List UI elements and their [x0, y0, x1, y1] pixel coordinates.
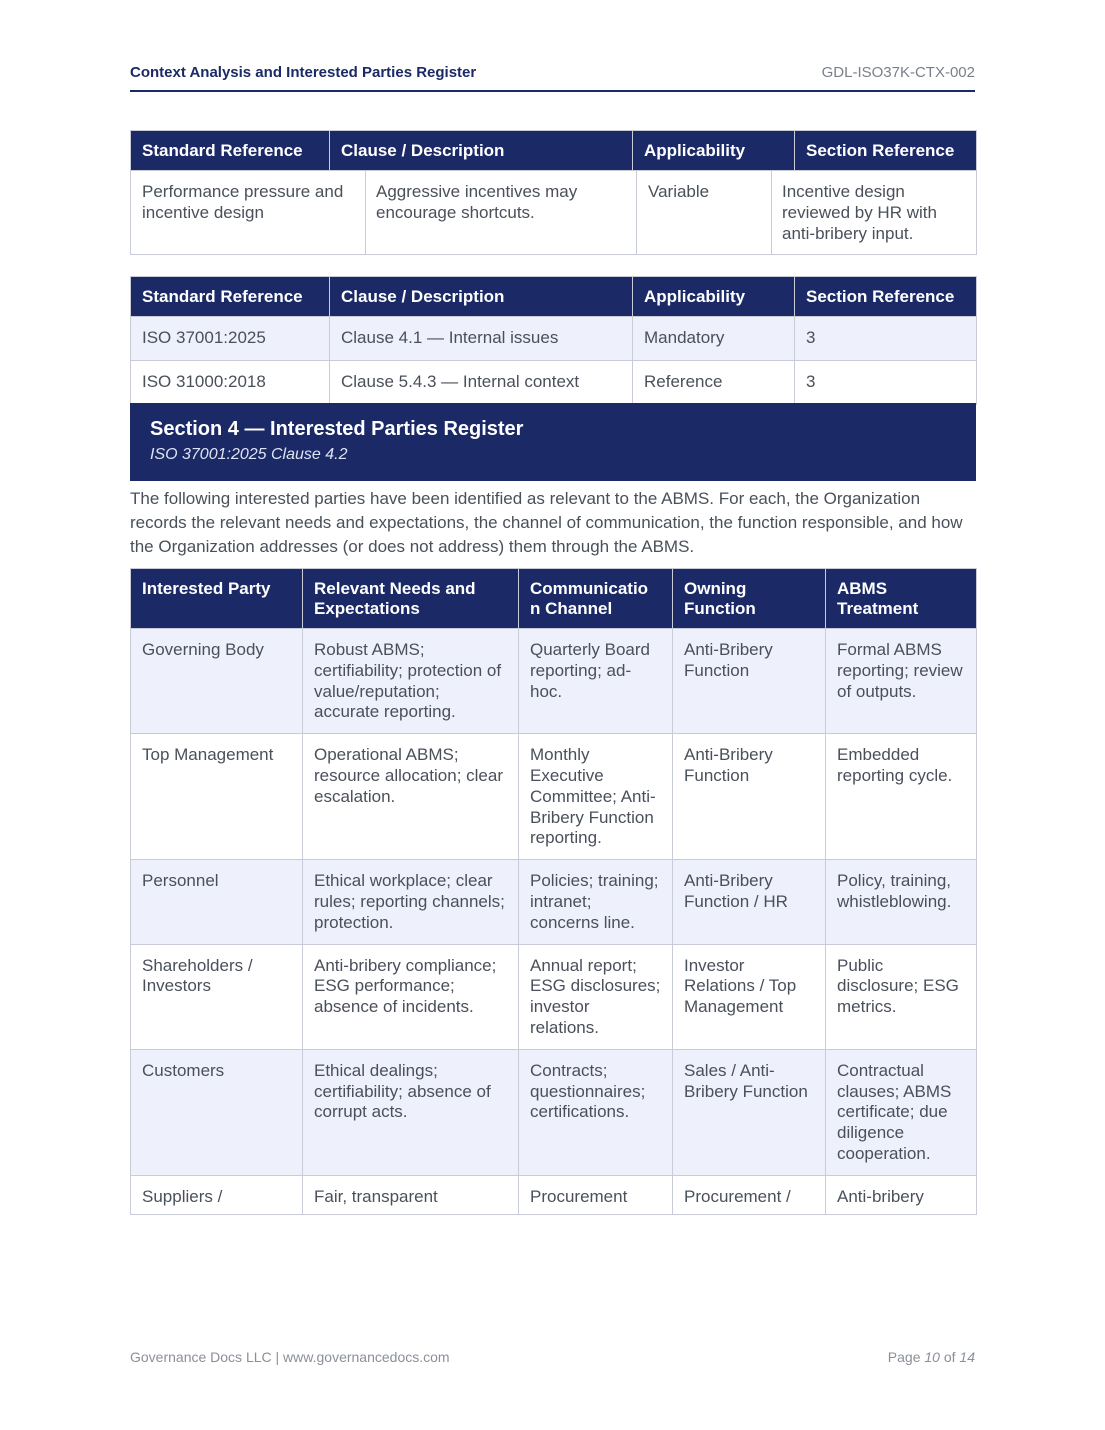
column-header: Clause / Description [330, 131, 633, 171]
section-subtitle: ISO 37001:2025 Clause 4.2 [150, 446, 348, 463]
table-header-row [131, 131, 977, 171]
table-cell: Formal ABMS reporting; review of outputs. [826, 629, 977, 734]
table-cell: Policies; training; intranet; concerns line. [519, 860, 673, 944]
table-cell: Contractual clauses; ABMS certificate; due diligence cooperation. [826, 1049, 977, 1175]
table-cell: Personnel [131, 860, 303, 944]
column-header: Applicability [633, 131, 795, 171]
table-cell: Policy, training, whistleblowing. [826, 860, 977, 944]
table-cell: Governing Body [131, 629, 303, 734]
table-cell: Shareholders / Investors [131, 944, 303, 1049]
column-header: Section Reference [795, 277, 977, 317]
column-header: Standard Reference [131, 131, 330, 171]
table-cell: Contracts; questionnaires; certifications. [519, 1049, 673, 1175]
table-cell: Sales / Anti-Bribery Function [673, 1049, 826, 1175]
table-cell: Ethical workplace; clear rules; reporting channels; protection. [303, 860, 519, 944]
table-cell: Anti-Bribery Function [673, 734, 826, 860]
table-cell: Reference [633, 361, 795, 405]
column-header: Communicatio n Channel [519, 569, 673, 629]
table-cell: Quarterly Board reporting; ad-hoc. [519, 629, 673, 734]
table-cell: Top Management [131, 734, 303, 860]
table-row [131, 1175, 977, 1214]
interested-parties-table [130, 568, 977, 1215]
table-cell: Investor Relations / Top Management [673, 944, 826, 1049]
table-cell: Anti-bribery compliance; ESG performance; absence of incidents. [303, 944, 519, 1049]
table-row [131, 1049, 977, 1175]
current-page: 10 [924, 1349, 940, 1365]
page-label: Page [887, 1349, 921, 1365]
table-cell: ISO 37001:2025 [131, 317, 330, 361]
standards-table-continued-body [130, 170, 977, 255]
standards-reference-table [130, 276, 977, 405]
table-cell: Procurement [519, 1175, 673, 1214]
table-cell: Clause 4.1 — Internal issues [330, 317, 633, 361]
table-cell: Anti-bribery [826, 1175, 977, 1214]
standards-table-continued [130, 130, 977, 171]
document-title: Context Analysis and Interested Parties Register [130, 64, 477, 81]
table-cell: 3 [795, 361, 977, 405]
table-cell: Variable [637, 171, 772, 255]
table-cell: Monthly Executive Committee; Anti-Bribery Function reporting. [519, 734, 673, 860]
total-pages: 14 [959, 1349, 975, 1365]
table-cell: Robust ABMS; certifiability; protection of value/reputation; accurate reporting. [303, 629, 519, 734]
table-row [131, 860, 977, 944]
column-header: Clause / Description [330, 277, 633, 317]
document-code: GDL-ISO37K-CTX-002 [821, 64, 975, 81]
table-row [131, 944, 977, 1049]
table-cell: Anti-Bribery Function / HR [673, 860, 826, 944]
table-cell: ISO 31000:2018 [131, 361, 330, 405]
intro-paragraph: The following interested parties have been identified as relevant to the ABMS. For each, the Organization records the relevant needs and expectations, the channel of communication, the function responsible, and how the Organization addresses (or does not address) them through the ABMS. [130, 489, 963, 556]
table-row [131, 734, 977, 860]
page-of-label: of [943, 1349, 956, 1365]
page-header [130, 62, 975, 92]
table-cell: Performance pressure and incentive design [131, 171, 366, 255]
table-row [131, 629, 977, 734]
table-cell: 3 [795, 317, 977, 361]
table-cell: Anti-Bribery Function [673, 629, 826, 734]
column-header: Interested Party [131, 569, 303, 629]
section-title: Section 4 — Interested Parties Register [150, 418, 524, 440]
table-cell: Aggressive incentives may encourage shortcuts. [366, 171, 637, 255]
table-header-row [131, 277, 977, 317]
table-cell: Mandatory [633, 317, 795, 361]
table-cell: Embedded reporting cycle. [826, 734, 977, 860]
table-cell: Clause 5.4.3 — Internal context [330, 361, 633, 405]
footer-company: Governance Docs LLC | www.governancedocs.com [130, 1349, 450, 1365]
table-cell: Operational ABMS; resource allocation; clear escalation. [303, 734, 519, 860]
table-cell: Customers [131, 1049, 303, 1175]
column-header: Owning Function [673, 569, 826, 629]
column-header: Applicability [633, 277, 795, 317]
column-header: Section Reference [795, 131, 977, 171]
table-row [131, 171, 977, 255]
column-header: Relevant Needs and Expectations [303, 569, 519, 629]
table-cell: Public disclosure; ESG metrics. [826, 944, 977, 1049]
column-header: Standard Reference [131, 277, 330, 317]
table-cell: Annual report; ESG disclosures; investor relations. [519, 944, 673, 1049]
table-cell: Fair, transparent [303, 1175, 519, 1214]
table-row [131, 317, 977, 361]
column-header: ABMS Treatment [826, 569, 977, 629]
table-row [131, 361, 977, 405]
table-header-row [131, 569, 977, 629]
table-cell: Procurement / [673, 1175, 826, 1214]
page-number [888, 1349, 975, 1365]
table-cell: Suppliers / [131, 1175, 303, 1214]
table-cell: Incentive design reviewed by HR with anti-bribery input. [772, 171, 977, 255]
section-banner [130, 403, 976, 481]
table-cell: Ethical dealings; certifiability; absence of corrupt acts. [303, 1049, 519, 1175]
